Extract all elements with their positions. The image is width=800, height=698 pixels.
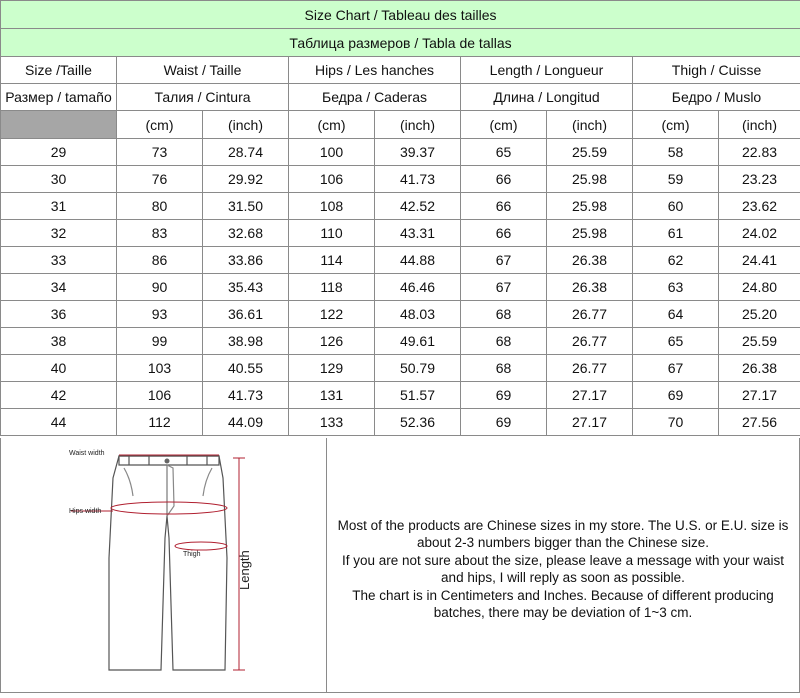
value-cell: 26.77 [547,355,633,382]
value-cell: 70 [633,409,719,436]
value-cell: 69 [461,382,547,409]
gray-cell [1,111,117,139]
header-thigh-1: Thigh / Cuisse [633,57,800,84]
table-body [1,139,800,436]
value-cell: 28.74 [203,139,289,166]
value-cell: 46.46 [375,274,461,301]
value-cell: 67 [461,274,547,301]
size-cell: 40 [1,355,117,382]
value-cell: 131 [289,382,375,409]
table-row [1,274,800,301]
value-cell: 48.03 [375,301,461,328]
value-cell: 33.86 [203,247,289,274]
value-cell: 106 [117,382,203,409]
notes-panel [327,438,800,693]
value-cell: 110 [289,220,375,247]
pants-diagram-svg [1,438,326,693]
value-cell: 24.80 [719,274,800,301]
value-cell: 51.57 [375,382,461,409]
value-cell: 66 [461,193,547,220]
size-cell: 29 [1,139,117,166]
value-cell: 69 [633,382,719,409]
value-cell: 93 [117,301,203,328]
value-cell: 112 [117,409,203,436]
value-cell: 58 [633,139,719,166]
value-cell: 27.17 [547,382,633,409]
table-row [1,328,800,355]
value-cell: 66 [461,220,547,247]
value-cell: 50.79 [375,355,461,382]
value-cell: 26.77 [547,328,633,355]
header-length-2: Длина / Longitud [461,84,633,111]
table-row [1,220,800,247]
unit-cell: (inch) [375,111,461,139]
button-icon [165,459,170,464]
table-row [1,247,800,274]
value-cell: 27.17 [719,382,800,409]
size-cell: 38 [1,328,117,355]
value-cell: 65 [633,328,719,355]
waist-label: Waist width [69,450,105,457]
value-cell: 67 [461,247,547,274]
value-cell: 64 [633,301,719,328]
header-size-2: Размер / tamaño [1,84,117,111]
value-cell: 26.38 [547,274,633,301]
value-cell: 24.02 [719,220,800,247]
pants-outline [109,456,227,670]
unit-cell: (inch) [547,111,633,139]
value-cell: 42.52 [375,193,461,220]
value-cell: 25.59 [547,139,633,166]
note-paragraph: The chart is in Centimeters and Inches. Because of different producing batches, there may be deviation of 1~3 cm. [336,587,791,622]
bottom-section [0,438,800,694]
left-pocket [124,468,133,496]
header-size-1: Size /Taille [1,57,117,84]
pants-diagram [0,438,327,693]
size-cell: 33 [1,247,117,274]
table-row [1,355,800,382]
value-cell: 22.83 [719,139,800,166]
value-cell: 76 [117,166,203,193]
fly-stitch [167,465,174,516]
value-cell: 65 [461,139,547,166]
header-hips-1: Hips / Les hanches [289,57,461,84]
table-row [1,166,800,193]
value-cell: 29.92 [203,166,289,193]
header-thigh-2: Бедро / Muslo [633,84,800,111]
thigh-measure-ellipse [175,542,227,550]
size-cell: 34 [1,274,117,301]
unit-cell: (cm) [289,111,375,139]
value-cell: 68 [461,301,547,328]
value-cell: 25.59 [719,328,800,355]
title-line-2: Таблица размеров / Tabla de tallas [1,29,800,57]
unit-cell: (cm) [461,111,547,139]
value-cell: 44.09 [203,409,289,436]
unit-cell: (cm) [117,111,203,139]
value-cell: 90 [117,274,203,301]
value-cell: 25.98 [547,220,633,247]
value-cell: 73 [117,139,203,166]
value-cell: 61 [633,220,719,247]
unit-cell: (inch) [203,111,289,139]
value-cell: 108 [289,193,375,220]
value-cell: 44.88 [375,247,461,274]
value-cell: 68 [461,328,547,355]
size-cell: 30 [1,166,117,193]
value-cell: 49.61 [375,328,461,355]
value-cell: 80 [117,193,203,220]
value-cell: 32.68 [203,220,289,247]
table-row [1,409,800,436]
value-cell: 67 [633,355,719,382]
value-cell: 26.38 [547,247,633,274]
size-cell: 36 [1,301,117,328]
table-row [1,139,800,166]
table-row [1,382,800,409]
value-cell: 39.37 [375,139,461,166]
value-cell: 68 [461,355,547,382]
note-paragraph: Most of the products are Chinese sizes in my store. The U.S. or E.U. size is about 2-3 numbers bigger than the Chinese size. [336,517,791,552]
size-cell: 31 [1,193,117,220]
value-cell: 27.17 [547,409,633,436]
value-cell: 100 [289,139,375,166]
value-cell: 26.38 [719,355,800,382]
value-cell: 24.41 [719,247,800,274]
value-cell: 41.73 [375,166,461,193]
value-cell: 52.36 [375,409,461,436]
value-cell: 60 [633,193,719,220]
value-cell: 25.20 [719,301,800,328]
value-cell: 31.50 [203,193,289,220]
value-cell: 103 [117,355,203,382]
value-cell: 106 [289,166,375,193]
unit-cell: (cm) [633,111,719,139]
size-cell: 32 [1,220,117,247]
value-cell: 114 [289,247,375,274]
value-cell: 133 [289,409,375,436]
value-cell: 59 [633,166,719,193]
header-waist-2: Талия / Cintura [117,84,289,111]
header-hips-2: Бедра / Caderas [289,84,461,111]
value-cell: 25.98 [547,166,633,193]
hips-label: Hips width [69,508,101,515]
value-cell: 62 [633,247,719,274]
thigh-label: Thigh [183,551,201,558]
value-cell: 36.61 [203,301,289,328]
value-cell: 83 [117,220,203,247]
right-pocket [203,468,212,496]
value-cell: 129 [289,355,375,382]
size-cell: 44 [1,409,117,436]
value-cell: 27.56 [719,409,800,436]
value-cell: 86 [117,247,203,274]
value-cell: 118 [289,274,375,301]
value-cell: 40.55 [203,355,289,382]
length-label: Length [237,550,252,590]
title-line-1: Size Chart / Tableau des tailles [1,1,800,29]
value-cell: 25.98 [547,193,633,220]
value-cell: 38.98 [203,328,289,355]
table-row [1,193,800,220]
value-cell: 122 [289,301,375,328]
value-cell: 99 [117,328,203,355]
unit-cell: (inch) [719,111,800,139]
value-cell: 35.43 [203,274,289,301]
value-cell: 66 [461,166,547,193]
note-paragraph: If you are not sure about the size, please leave a message with your waist and hips, I will reply as soon as possible. [336,552,791,587]
value-cell: 26.77 [547,301,633,328]
value-cell: 69 [461,409,547,436]
header-waist-1: Waist / Taille [117,57,289,84]
header-length-1: Length / Longueur [461,57,633,84]
value-cell: 43.31 [375,220,461,247]
value-cell: 23.23 [719,166,800,193]
size-cell: 42 [1,382,117,409]
value-cell: 41.73 [203,382,289,409]
value-cell: 126 [289,328,375,355]
table-row [1,301,800,328]
value-cell: 23.62 [719,193,800,220]
value-cell: 63 [633,274,719,301]
